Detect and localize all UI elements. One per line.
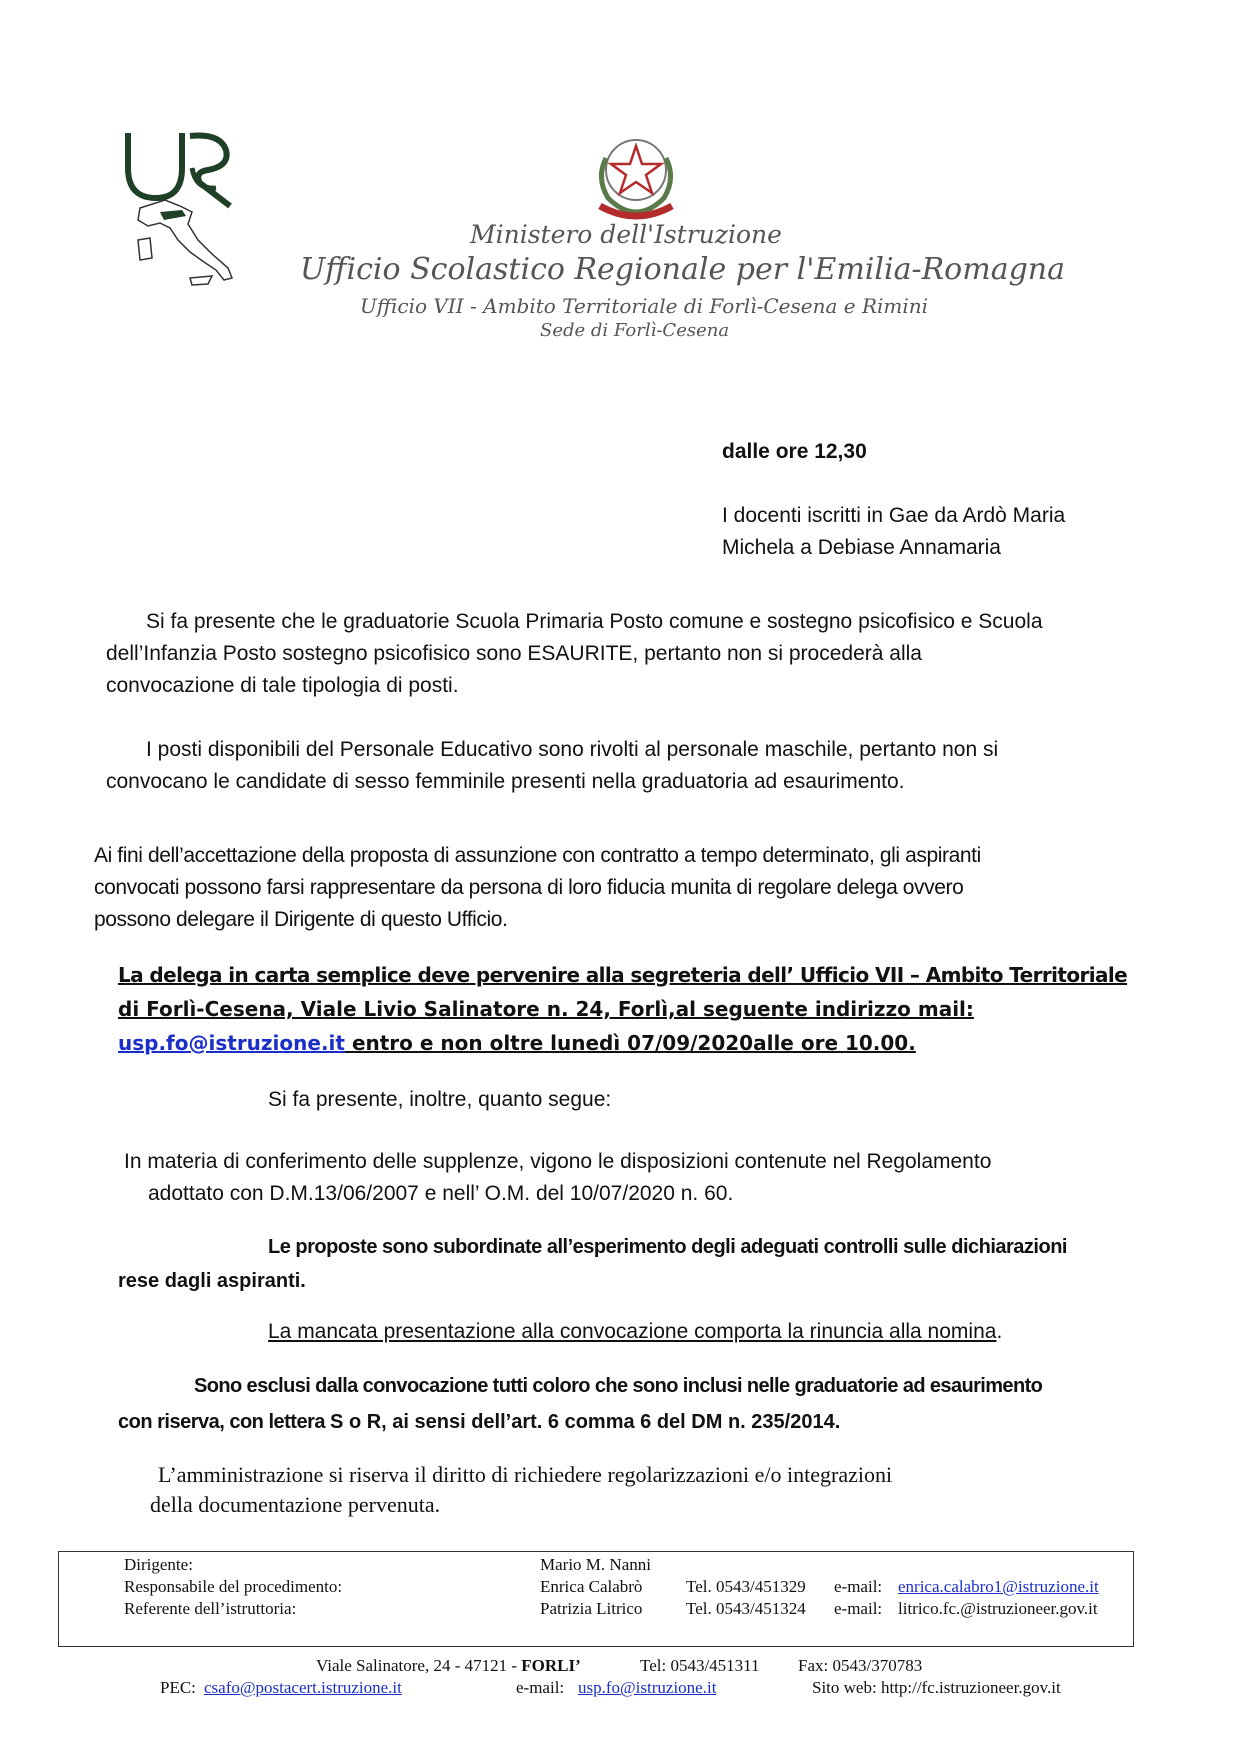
- para-esaurite-line: Si fa presente che le graduatorie Scuola Primaria Posto comune e sostegno psicofisico e Scuola: [146, 610, 1043, 633]
- delega-line: di Forlì-Cesena, Viale Livio Salinatore n. 24, Forlì,al seguente indirizzo mail:: [118, 997, 974, 1021]
- delega-email-link[interactable]: usp.fo@istruzione.it: [118, 1031, 345, 1055]
- para-line: rese dagli aspiranti: [118, 1270, 301, 1292]
- para-line-a: con riserva, con lettera: [118, 1411, 331, 1433]
- unit-title: Ufficio VII - Ambito Territoriale di Forlì-Cesena e Rimini: [360, 294, 929, 318]
- para-accettazione: [94, 840, 1154, 936]
- para-line: possono delegare il Dirigente di questo Ufficio.: [94, 908, 508, 931]
- address-street: Viale Salinatore, 24 - 47121 -: [316, 1656, 522, 1675]
- para-line: convocati possono farsi rappresentare da persona di loro fiducia munita di regolare delega ovvero: [94, 876, 964, 899]
- para-mancata: La mancata presentazione alla convocazione comporta la rinuncia alla nomina.: [268, 1320, 1003, 1343]
- delega-line: La delega in carta semplice deve pervenire alla segreteria dell’ Ufficio VII – Ambito Territoriale: [118, 963, 1128, 987]
- mancata-text: La mancata presentazione alla convocazione comporta la rinuncia alla nomina: [268, 1320, 997, 1343]
- para-inoltre: Si fa presente, inoltre, quanto segue:: [268, 1088, 612, 1111]
- para-line: della documentazione pervenuta.: [150, 1492, 441, 1517]
- footer-email-link[interactable]: usp.fo@istruzione.it: [578, 1678, 717, 1697]
- para-materia: [124, 1146, 1164, 1210]
- footer-fax: Fax: 0543/370783: [798, 1656, 923, 1675]
- para-line: adottato con D.M.13/06/2007 e nell’ O.M. del 10/07/2020 n. 60.: [148, 1182, 734, 1205]
- delega-line-3: [118, 1026, 1158, 1060]
- contact-name: Mario M. Nanni: [540, 1555, 651, 1574]
- para-esaurite-line: dell’Infanzia Posto sostegno psicofisico sono ESAURITE, pertanto non si procederà alla: [106, 642, 922, 665]
- footer-address: [316, 1655, 581, 1677]
- para-line: Sono esclusi dalla convocazione tutti coloro che sono inclusi nelle graduatorie ad esaurimento: [194, 1375, 1043, 1397]
- contact-tel: Tel. 0543/451324: [686, 1599, 806, 1618]
- footer-pec-label: PEC:: [160, 1678, 196, 1697]
- contact-mail-label: e-mail:: [834, 1599, 883, 1618]
- para-line: Ai fini dell’accettazione della proposta di assunzione con contratto a tempo determinato, gli aspiranti: [94, 844, 981, 867]
- para-line: convocano le candidate di sesso femminile presenti nella graduatoria ad esaurimento.: [106, 770, 905, 793]
- contact-role: Dirigente:: [124, 1555, 193, 1574]
- para-line: L’amministrazione si riserva il diritto di richiedere regolarizzazioni e/o integrazioni: [158, 1462, 893, 1487]
- footer-tel: Tel: 0543/451311: [640, 1656, 760, 1675]
- contact-email-link[interactable]: enrica.calabro1@istruzione.it: [898, 1577, 1099, 1596]
- contact-role: Responsabile del procedimento:: [124, 1577, 343, 1596]
- para-line: Le proposte sono subordinate all’esperimento degli adeguati controlli sulle dichiarazioni: [268, 1236, 1067, 1258]
- para-esaurite: [106, 606, 1146, 702]
- para-amministrazione: [150, 1460, 892, 1520]
- para-esaurite-line: convocazione di tale tipologia di posti.: [106, 674, 459, 697]
- office-title: Ufficio Scolastico Regionale per l'Emilia-Romagna: [300, 252, 1065, 287]
- para-personale-educativo: [106, 734, 1146, 798]
- para-line: In materia di conferimento delle supplenze, vigono le disposizioni contenute nel Regolamento: [124, 1150, 992, 1173]
- contact-name: Patrizia Litrico: [540, 1599, 643, 1618]
- schedule-time: dalle ore 12,30: [722, 440, 867, 463]
- para-line-b: S o R, ai sensi dell’art. 6 comma 6 del DM n. 235/2014.: [330, 1411, 841, 1433]
- ministry-title: Ministero dell'Istruzione: [470, 220, 782, 249]
- contact-mail-label: e-mail:: [834, 1577, 883, 1596]
- seat-title: Sede di Forlì-Cesena: [540, 320, 730, 341]
- schedule-line-1: I docenti iscritti in Gae da Ardò Maria: [722, 504, 1066, 527]
- contact-email: litrico.fc.@istruzioneer.gov.it: [898, 1599, 1098, 1618]
- para-line: I posti disponibili del Personale Educativo sono rivolti al personale maschile, pertanto non si: [146, 738, 999, 761]
- delega-deadline: entro e non oltre lunedì 07/09/2020alle ore 10.00.: [344, 1031, 916, 1055]
- address-city: FORLI’: [521, 1656, 581, 1675]
- para-delega: [118, 958, 1158, 1060]
- footer-email-label: e-mail:: [516, 1678, 565, 1697]
- usr-logo: [120, 128, 260, 288]
- footer-pec-link[interactable]: csafo@postacert.istruzione.it: [204, 1678, 402, 1697]
- para-esclusi: [118, 1368, 1178, 1440]
- contact-tel: Tel. 0543/451329: [686, 1577, 806, 1596]
- contact-role: Referente dell’istruttoria:: [124, 1599, 297, 1618]
- contact-name: Enrica Calabrò: [540, 1577, 643, 1596]
- para-proposte: Le proposte sono subordinate all’esperimento degli adeguati controlli sulle dichiarazioni rese dagli aspiranti.: [118, 1230, 1158, 1298]
- footer-website: Sito web: http://fc.istruzioneer.gov.it: [812, 1678, 1061, 1697]
- republic-emblem: [586, 128, 686, 224]
- schedule-line-2: Michela a Debiase Annamaria: [722, 536, 1001, 559]
